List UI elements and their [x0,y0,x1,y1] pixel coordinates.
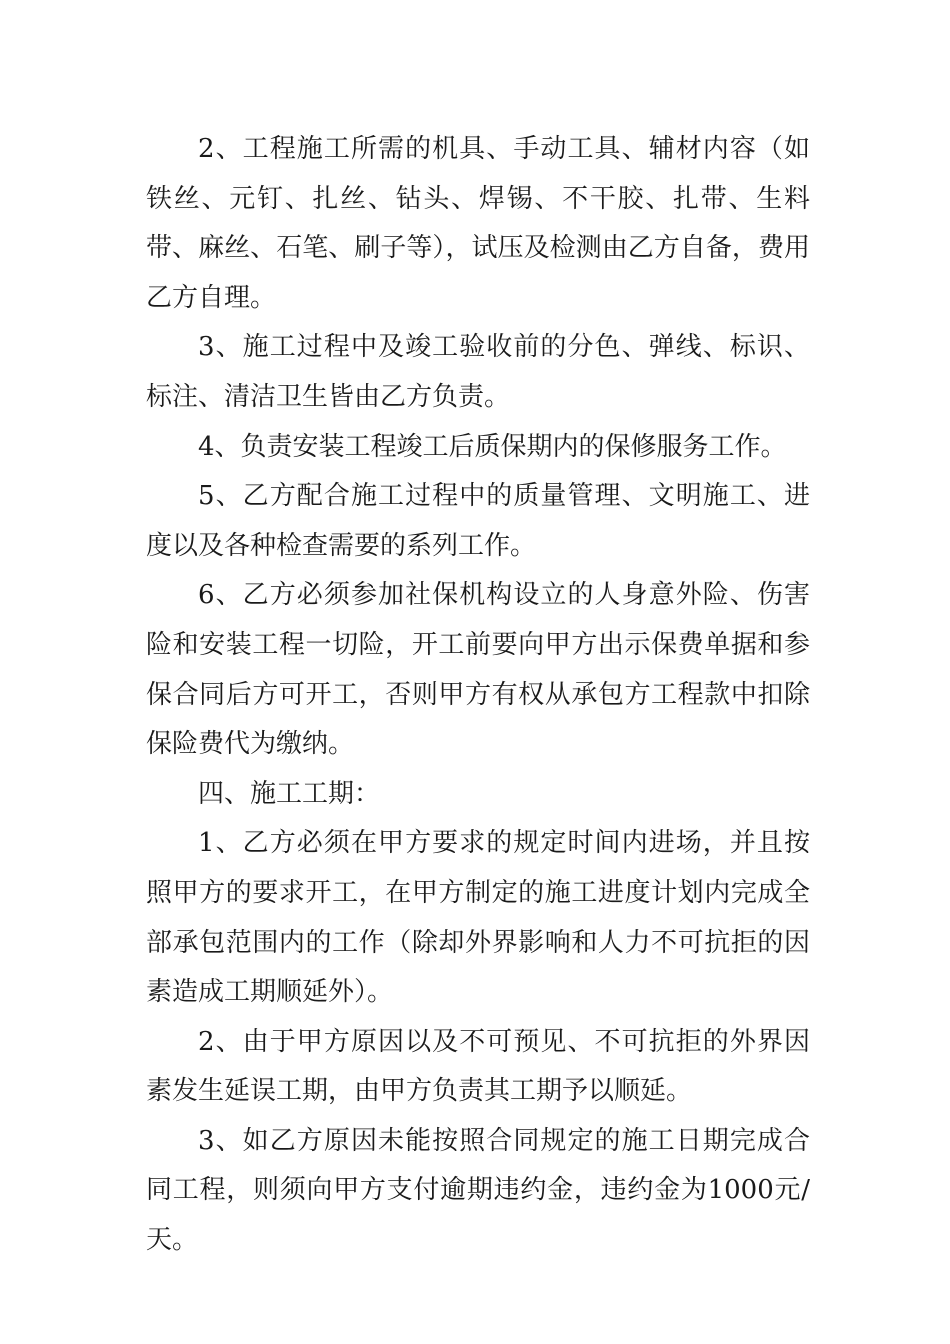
paragraph-item-6-insurance: 6、乙方必须参加社保机构设立的人身意外险、伤害险和安装工程一切险，开工前要向甲方出示保费单据和参保合同后方可开工，否则甲方有权从承包方工程款中扣除保险费代为缴纳。 [146,580,810,760]
document-body [146,125,810,1266]
paragraph-item-4-warranty: 4、负责安装工程竣工后质保期内的保修服务工作。 [198,431,787,462]
paragraph-item-5-cooperation: 5、乙方配合施工过程中的质量管理、文明施工、进度以及各种检查需要的系列工作。 [146,481,810,561]
paragraph-schedule-2: 2、由于甲方原因以及不可预见、不可抗拒的外界因素发生延误工期，由甲方负责其工期予以顺延。 [146,1026,810,1107]
paragraph-schedule-1: 1、乙方必须在甲方要求的规定时间内进场，并且按照甲方的要求开工，在甲方制定的施工进度计划内完成全部承包范围内的工作（除却外界影响和人力不可抗拒的因素造成工期顺延外）。 [146,828,810,1008]
section-heading-schedule: 四、施工工期： [198,778,381,809]
paragraph-item-3-marking: 3、施工过程中及竣工验收前的分色、弹线、标识、标注、清洁卫生皆由乙方负责。 [146,332,810,412]
paragraph-schedule-3: 3、如乙方原因未能按照合同规定的施工日期完成合同工程，则须向甲方支付逾期违约金，违约金为1000元/天。 [146,1125,810,1256]
paragraph-item-2-tools: 2、工程施工所需的机具、手动工具、辅材内容（如铁丝、元钉、扎丝、钻头、焊锡、不干胶、扎带、生料带、麻丝、石笔、刷子等），试压及检测由乙方自备，费用乙方自理。 [146,134,810,313]
